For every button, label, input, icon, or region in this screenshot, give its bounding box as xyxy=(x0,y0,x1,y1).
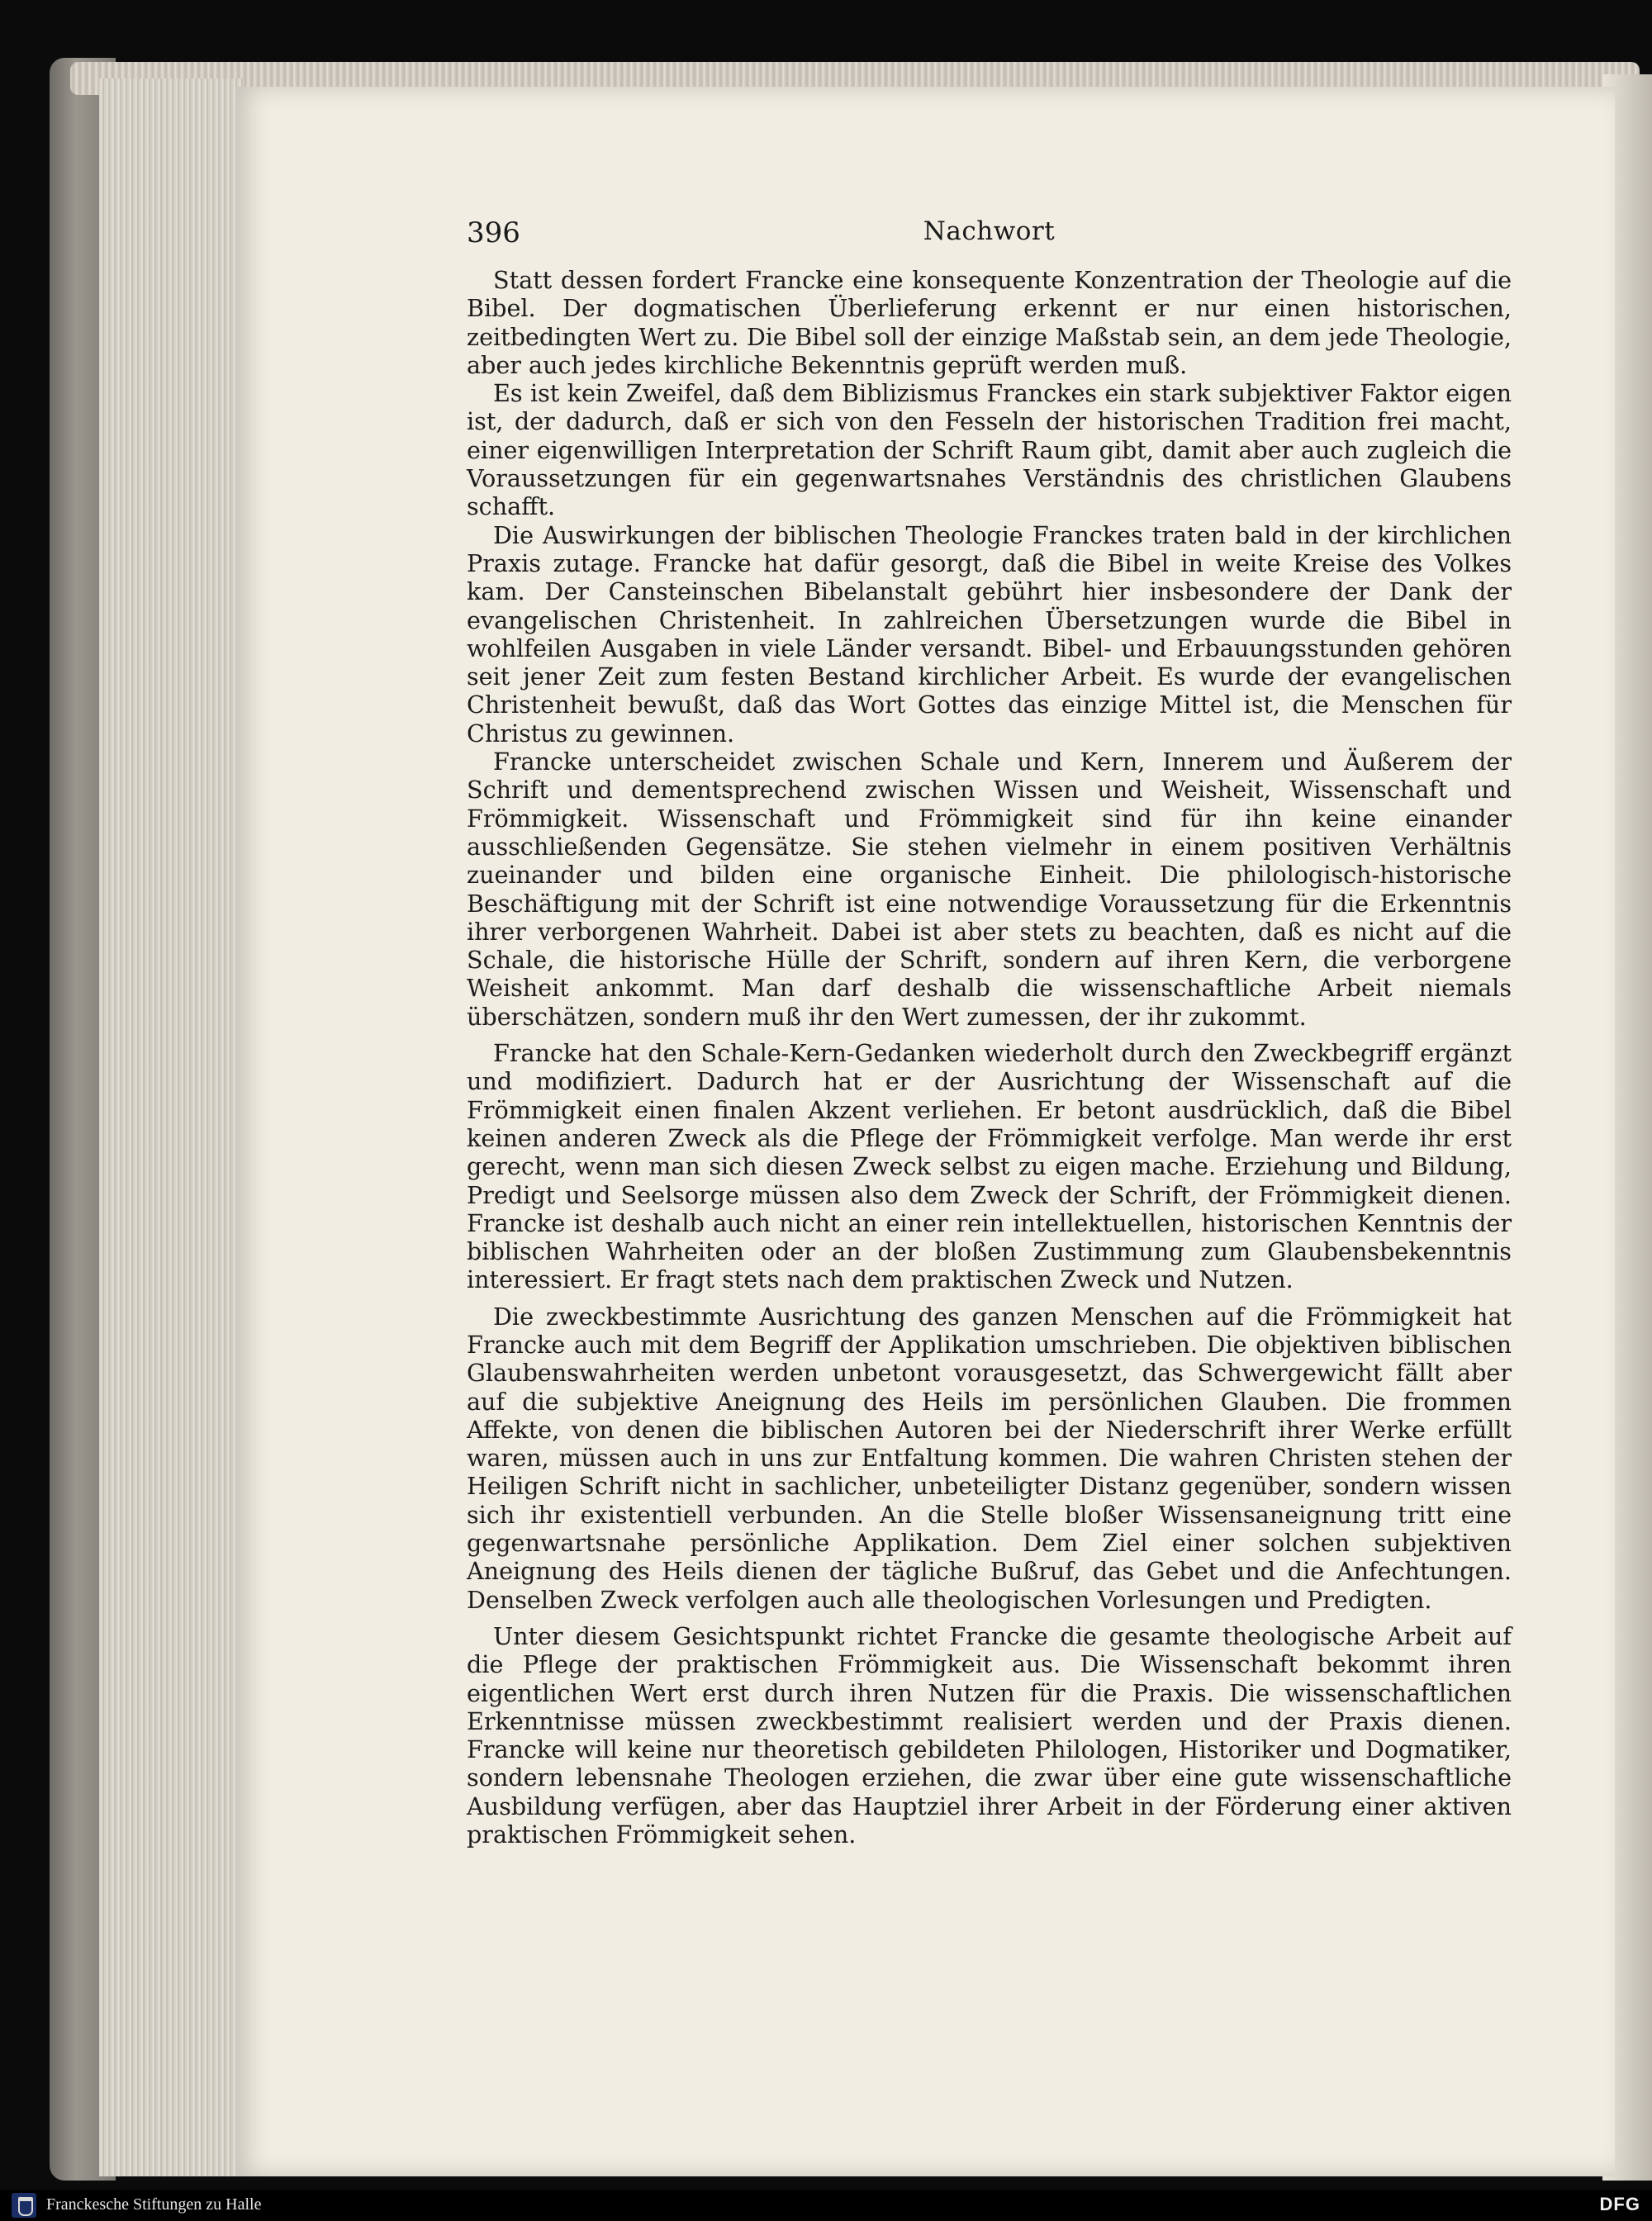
running-head: Nachwort xyxy=(923,216,1056,246)
institution-label[interactable]: Franckesche Stiftungen zu Halle xyxy=(46,2195,262,2214)
foundation-logo-icon[interactable] xyxy=(12,2193,36,2218)
paragraph: Unter diesem Gesichtspunkt richtet Francke die gesamte theologische Arbeit auf die Pflege der praktischen Frömmigkeit aus. Die Wissenschaft bekommt ihren eigentlichen Wert erst durch ihren Nutzen für die Praxis. Die wissenschaftlichen Erkenntnisse müssen zweckbestimmt realisiert werden und der Praxis dienen. Francke will keine nur theoretisch gebildeten Philologen, Historiker und Dogmatiker, sondern lebensnahe Theologen erziehen, die zwar über eine gute wissenschaftliche Ausbildung verfügen, aber das Hauptziel ihrer Arbeit in der Förderung einer aktiven praktischen Frömmigkeit sehen. xyxy=(467,1621,1512,1849)
paragraph: Francke hat den Schale-Kern-Gedanken wiederholt durch den Zweckbegriff ergänzt und modifiziert. Dadurch hat er der Ausrichtung der Wissenschaft auf die Frömmigkeit einen finalen Akzent verliehen. Er betont ausdrücklich, daß die Bibel keinen anderen Zweck als die Pflege der Frömmigkeit verfolge. Man werde ihr erst gerecht, wenn man sich diesen Zweck selbst zu eigen mache. Erziehung und Bildung, Predigt und Seelsorge müssen also dem Zweck der Schrift, der Frömmigkeit dienen. Francke ist deshalb auch nicht an einer rein intellektuellen, historischen Kenntnis der biblischen Wahrheiten oder an der bloßen Zustimmung zum Glaubensbekenntnis interessiert. Er fragt stets nach dem praktischen Zweck und Nutzen. xyxy=(467,1039,1512,1294)
paragraph: Es ist kein Zweifel, daß dem Biblizismus Franckes ein stark subjektiver Faktor eigen ist, der dadurch, daß er sich von den Fesseln der historischen Tradition frei macht, einer eigenwilligen Interpretation der Schrift Raum gibt, damit aber auch zugleich die Voraussetzungen für ein gegenwartsnahes Verständnis des christlichen Glaubens schafft. xyxy=(467,379,1512,521)
page-edges xyxy=(99,78,244,2176)
paragraph: Die Auswirkungen der biblischen Theologie Franckes traten bald in der kirchlichen Praxis zutage. Francke hat dafür gesorgt, daß die Bibel in weite Kreise des Volkes kam. Der Cansteinschen Bibelanstalt gebührt hier insbesondere der Dank der evangelischen Christenheit. In zahlreichen Übersetzungen wurde die Bibel in wohlfeilen Ausgaben in viele Länder versandt. Bibel- und Erbauungsstunden gehören seit jener Zeit zum festen Bestand kirchlicher Arbeit. Es wurde der evangelischen Christenheit bewußt, daß das Wort Gottes das einzige Mittel ist, die Menschen für Christus zu gewinnen. xyxy=(467,520,1512,747)
dfg-logo[interactable]: DFG xyxy=(1599,2194,1640,2214)
page-header xyxy=(467,216,1512,258)
paragraph: Statt dessen fordert Francke eine konsequente Konzentration der Theologie auf die Bibel. Der dogmatischen Überlieferung erkennt er nur einen historischen, zeitbedingten Wert zu. Die Bibel soll der einzige Maßstab sein, an dem jede Theologie, aber auch jedes kirchliche Bekenntnis geprüft werden muß. xyxy=(467,266,1512,379)
viewer-footer xyxy=(0,2190,1652,2221)
body-text xyxy=(467,266,1512,1848)
paragraph: Die zweckbestimmte Ausrichtung des ganzen Menschen auf die Frömmigkeit hat Francke auch mit dem Begriff der Applikation umschrieben. Die objektiven biblischen Glaubenswahrheiten werden unbetont vorausgesetzt, das Schwergewicht fällt aber auf die subjektive Aneignung des Heils im persönlichen Glauben. Die frommen Affekte, von denen die biblischen Autoren bei der Niederschrift ihrer Werke erfüllt waren, müssen auch in uns zur Entfaltung kommen. Die wahren Christen stehen der Heiligen Schrift nicht in sachlicher, unbeteiligter Distanz gegenüber, sondern wissen sich ihr existentiell verbunden. An die Stelle bloßer Wissensaneignung tritt eine gegenwartsnahe persönliche Applikation. Dem Ziel einer solchen subjektiven Aneignung des Heils dienen der tägliche Bußruf, das Gebet und die Anfechtungen. Denselben Zweck verfolgen auch alle theologischen Vorlesungen und Predigten. xyxy=(467,1302,1512,1614)
page-number: 396 xyxy=(467,216,520,249)
paragraph: Francke unterscheidet zwischen Schale und Kern, Innerem und Äußerem der Schrift und dementsprechend zwischen Wissen und Weisheit, Wissenschaft und Frömmigkeit. Wissenschaft und Frömmigkeit sind für ihn keine einander ausschließenden Gegensätze. Sie stehen vielmehr in einem positiven Verhältnis zueinander und bilden eine organische Einheit. Die philologisch-historische Beschäftigung mit der Schrift ist eine notwendige Voraussetzung für die Erkenntnis ihrer verborgenen Wahrheit. Dabei ist aber stets zu beachten, daß es nicht auf die Schale, die historische Hülle der Schrift, sondern auf ihren Kern, die verborgene Weisheit ankommt. Man darf deshalb die wissenschaftliche Arbeit niemals überschätzen, sondern muß ihr den Wert zumessen, der ihr zukommt. xyxy=(467,747,1512,1031)
